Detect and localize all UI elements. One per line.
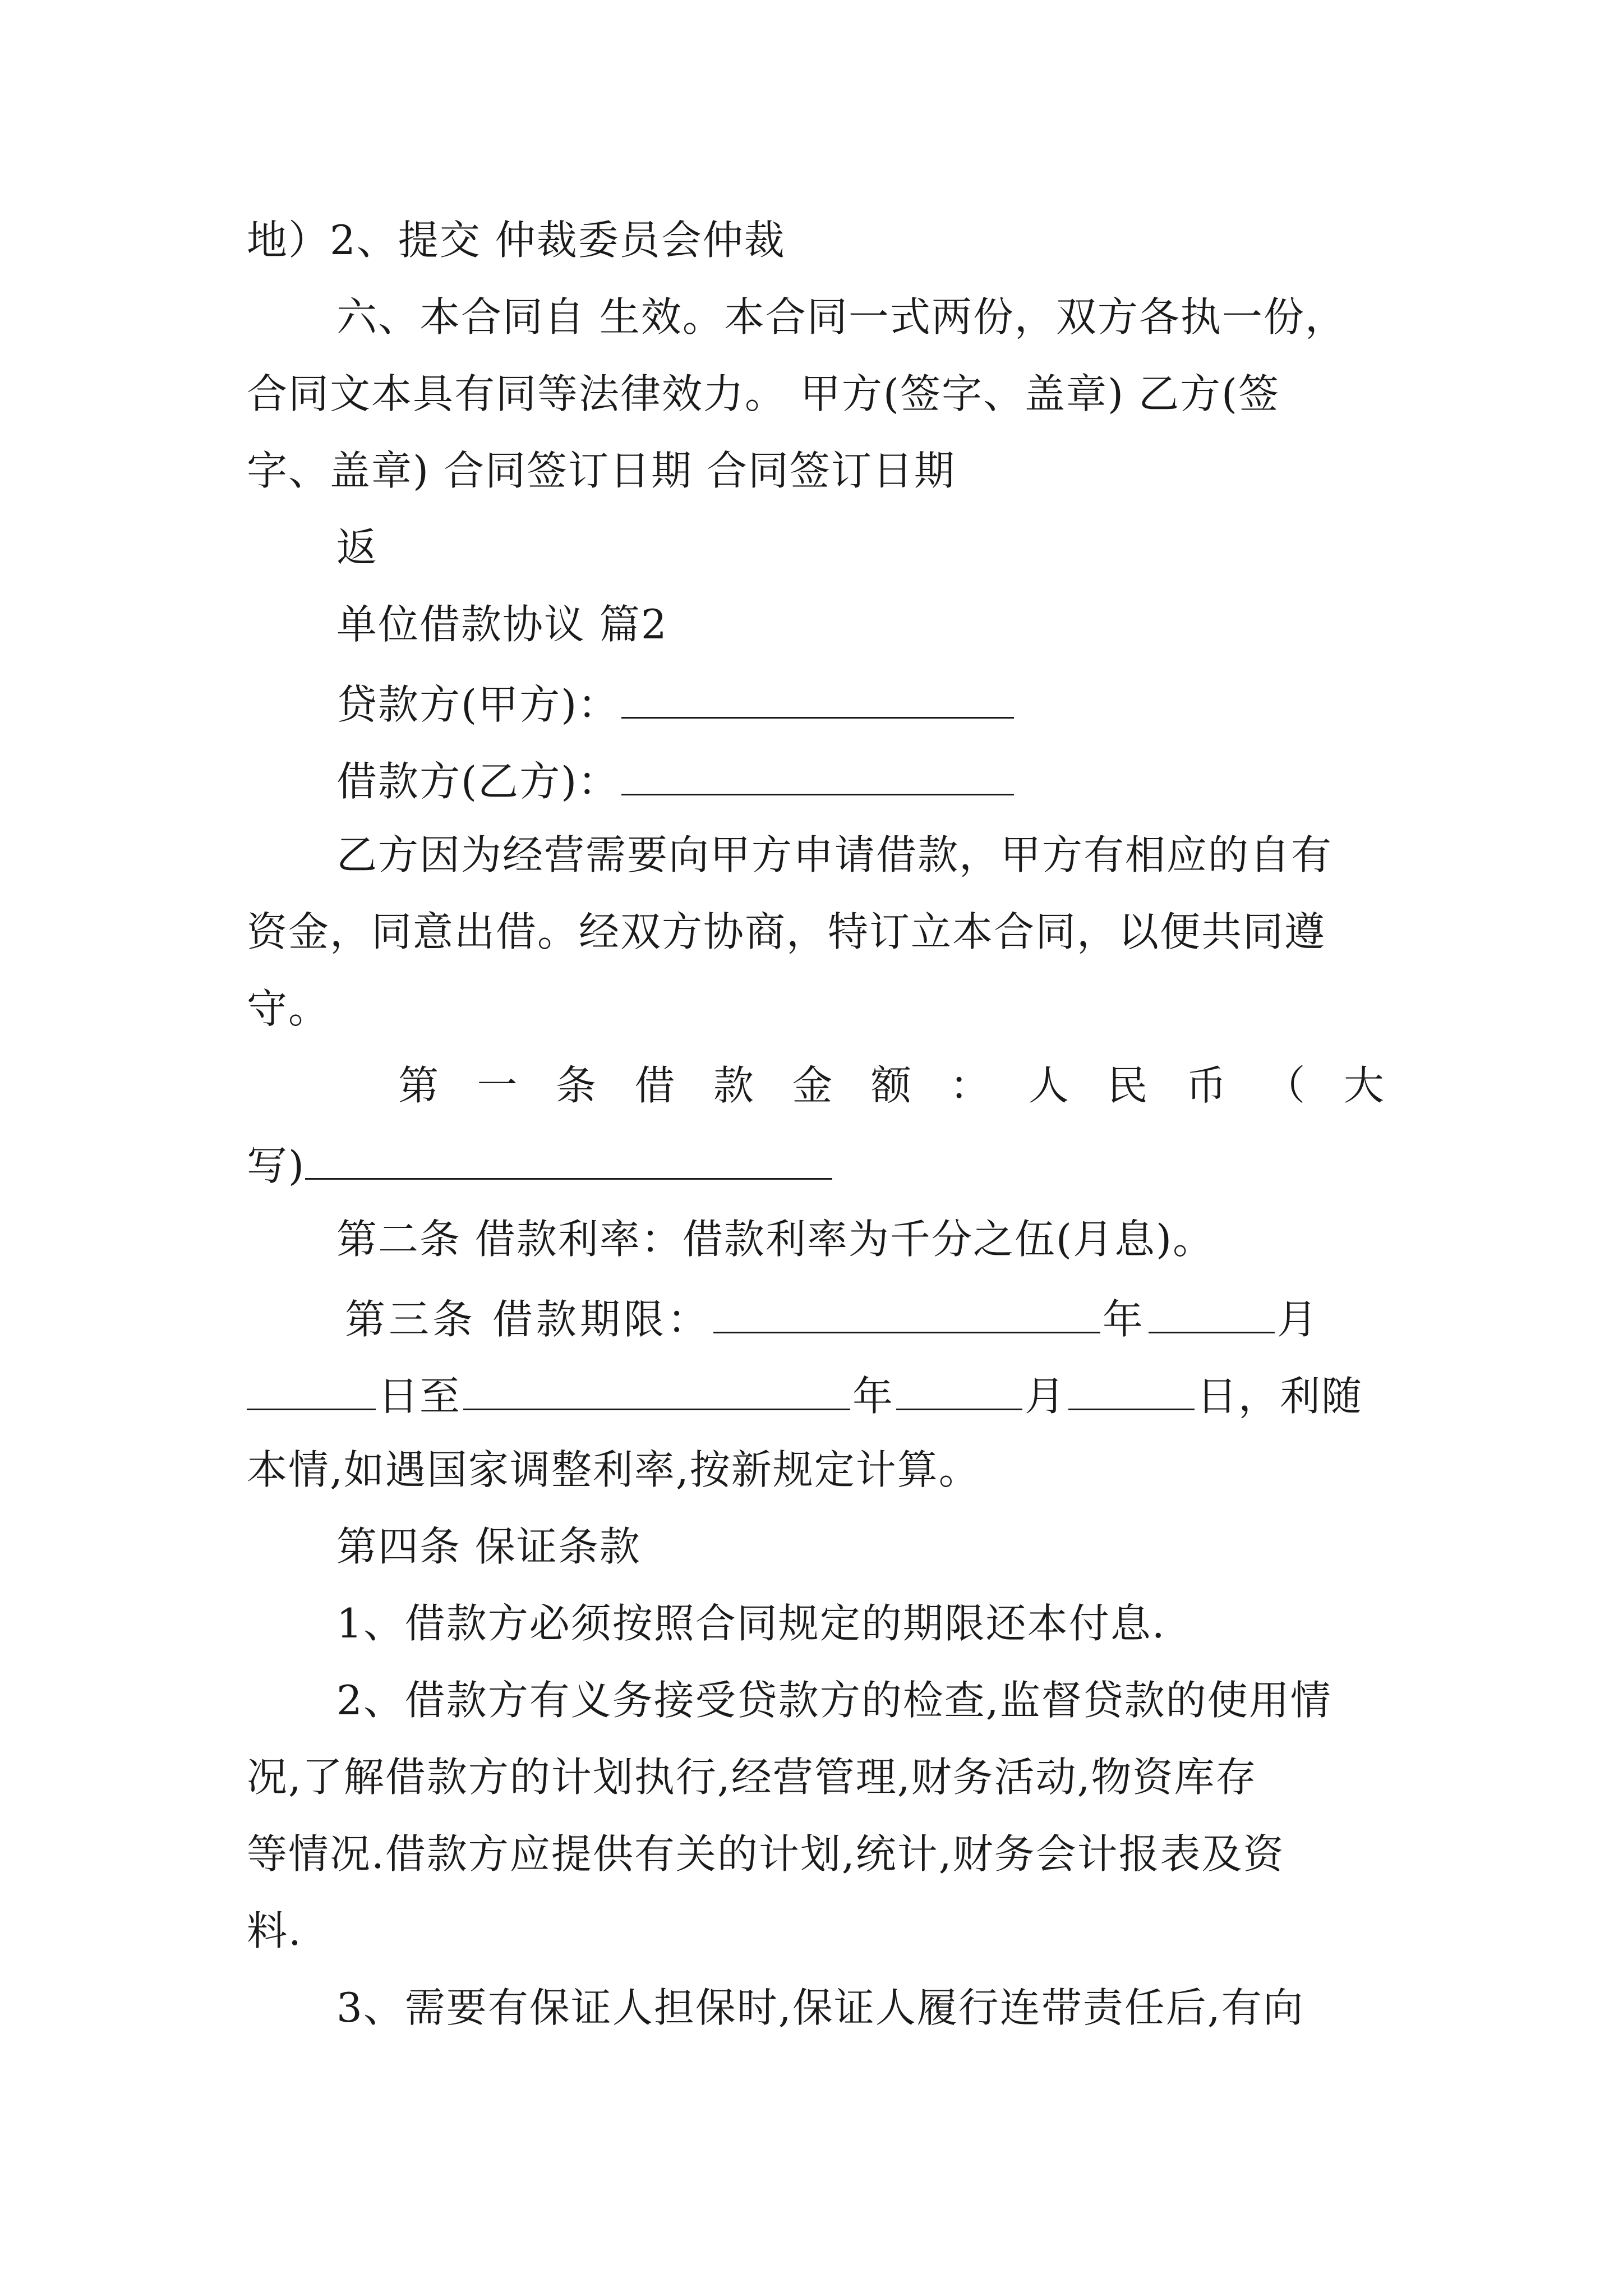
article-1-char: 一: [477, 1062, 519, 1109]
article-1-char: 人: [1028, 1062, 1070, 1109]
article-1-char: 借: [634, 1062, 676, 1109]
start-day-blank: [247, 1365, 376, 1410]
until-label: 日至: [378, 1373, 462, 1420]
article-1-char: 款: [713, 1062, 755, 1109]
amount-label: 写): [247, 1142, 306, 1189]
lender-field: [336, 673, 1481, 733]
amount-blank: [305, 1134, 832, 1180]
article-1-line: [398, 1057, 1391, 1114]
text-line: 资金，同意出借。经双方协商，特订立本合同，以便共同遵: [247, 908, 1326, 955]
article-1-char: 金: [792, 1062, 834, 1109]
text-line: 料.: [247, 1907, 302, 1954]
text-line: 第二条 借款利率：借款利率为千分之伍(月息)。: [336, 1216, 1215, 1263]
text-line: 合同文本具有同等法律效力。 甲方(签字、盖章) 乙方(签: [247, 370, 1280, 417]
month-label: 月: [1276, 1296, 1321, 1343]
text-line: 返: [336, 524, 379, 571]
text-line: 等情况.借款方应提供有关的计划,统计,财务会计报表及资: [247, 1830, 1285, 1878]
borrower-blank: [621, 750, 1014, 795]
amount-field: [247, 1134, 1391, 1194]
text-line: 3、需要有保证人担保时,保证人履行连带责任后,有向: [336, 1984, 1304, 2031]
lender-blank: [621, 673, 1014, 719]
text-line: 地）2、提交 仲裁委员会仲裁: [247, 217, 786, 264]
lender-label: 贷款方(甲方)：: [336, 681, 620, 728]
article-1-char: 条: [555, 1062, 597, 1109]
borrower-label: 借款方(乙方)：: [336, 758, 620, 805]
text-line: 2、借款方有义务接受贷款方的检查,监督贷款的使用情: [336, 1677, 1332, 1724]
term-field-cont: [247, 1365, 1391, 1424]
text-line: 乙方因为经营需要向甲方申请借款，甲方有相应的自有: [336, 831, 1333, 878]
article-1-char: ：: [949, 1062, 992, 1109]
month-label: 月: [1025, 1373, 1067, 1420]
borrower-field: [336, 750, 1481, 809]
text-line: 守。: [247, 985, 330, 1032]
year-label: 年: [1102, 1296, 1146, 1343]
text-line: 1、借款方必须按照合同规定的期限还本付息.: [336, 1600, 1166, 1647]
start-year-blank: [713, 1288, 1100, 1333]
text-line: 字、盖章) 合同签订日期 合同签订日期: [247, 447, 956, 494]
text-line: 况,了解借款方的计划执行,经营管理,财务活动,物资库存: [247, 1754, 1257, 1801]
article-1-char: 大: [1343, 1062, 1385, 1109]
term-label: 第三条 借款期限：: [345, 1296, 711, 1343]
article-1-char: 币: [1186, 1062, 1228, 1109]
text-line: 六、本合同自 生效。本合同一式两份，双方各执一份，: [336, 293, 1347, 341]
end-day-blank: [1068, 1365, 1195, 1410]
article-1-char: 第: [398, 1062, 440, 1109]
start-month-blank: [1149, 1288, 1275, 1333]
article-1-char: （: [1265, 1062, 1307, 1109]
day-label: 日，利随: [1197, 1373, 1363, 1420]
text-line: 本情,如遇国家调整利率,按新规定计算。: [247, 1446, 980, 1493]
term-field: [345, 1288, 1489, 1347]
article-heading: 第四条 保证条款: [336, 1523, 641, 1570]
end-year-blank: [463, 1365, 850, 1410]
year-label: 年: [852, 1373, 895, 1420]
article-1-char: 民: [1107, 1062, 1149, 1109]
end-month-blank: [896, 1365, 1022, 1410]
section-title: 单位借款协议 篇2: [336, 601, 668, 648]
article-1-char: 额: [870, 1062, 912, 1109]
